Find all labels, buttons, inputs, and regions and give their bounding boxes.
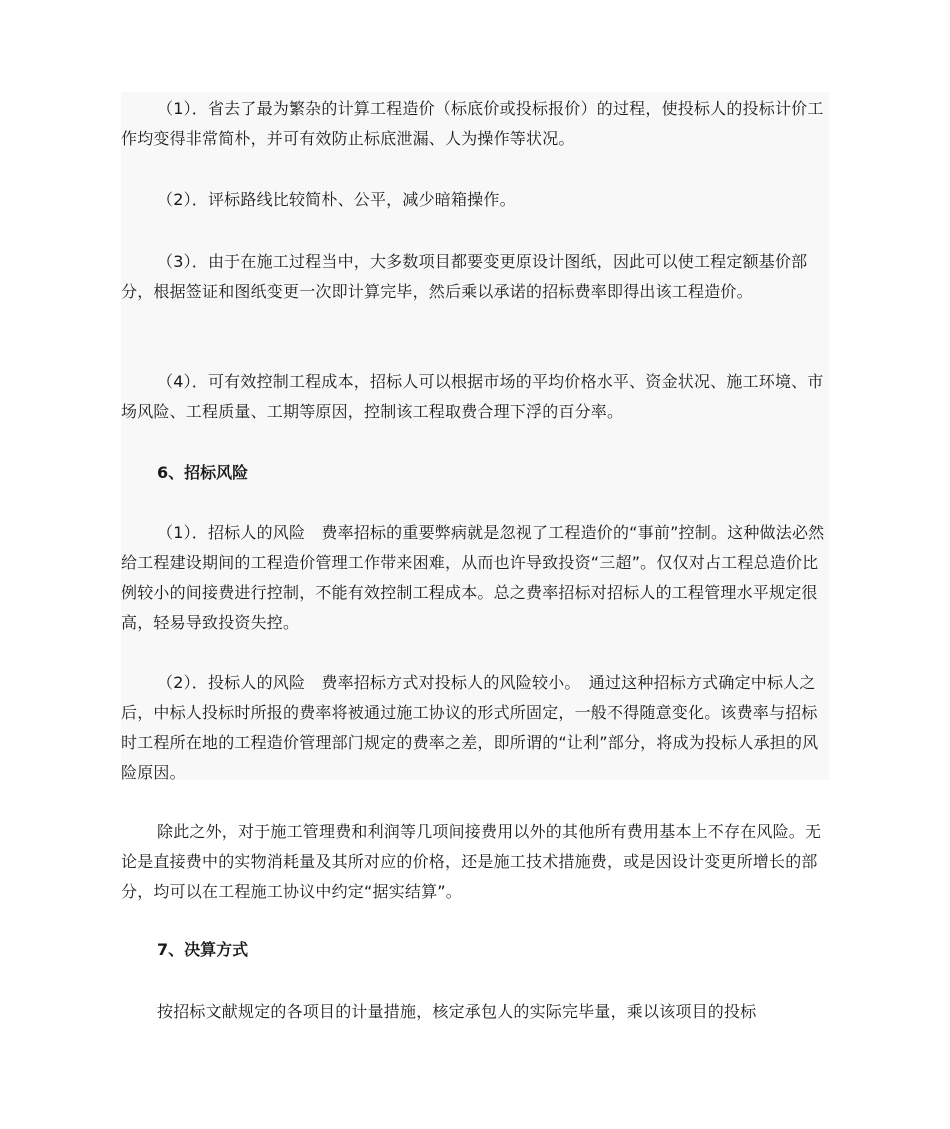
paragraph-other-costs: 除此之外，对于施工管理费和利润等几项间接费用以外的其他所有费用基本上不存在风险。无论是直接费中的实物消耗量及其所对应的价格，还是施工技术措施费，或是因设计变更所增长的部分，均可以在工程施工协议中约定“据实结算”。 xyxy=(121,822,822,901)
paragraph-advantage-1: （1）．省去了最为繁杂的计算工程造价（标底价或投标报价）的过程，使投标人的投标计价工作均变得非常简朴，并可有效防止标底泄漏、人为操作等状况。 xyxy=(121,99,824,148)
paragraph-advantage-4: （4）．可有效控制工程成本，招标人可以根据市场的平均价格水平、资金状况、施工环境、市场风险、工程质量、工期等原因，控制该工程取费合理下浮的百分率。 xyxy=(121,372,824,421)
paragraph-settlement: 按招标文献规定的各项目的计量措施，核定承包人的实际完毕量，乘以该项目的投标 xyxy=(157,1002,757,1021)
paragraph-advantage-2: （2）．评标路线比较简朴、公平，减少暗箱操作。 xyxy=(157,190,516,209)
paragraph-risk-bidder: （2）．投标人的风险 费率招标方式对投标人的风险较小。 通过这种招标方式确定中标人之后，中标人投标时所报的费率将被通过施工协议的形式所固定，一般不得随意变化。该费率与招标时工程所在地的工程造价管理部门规定的费率之差，即所谓的“让利”部分，将成为投标人承担的风险原因。 xyxy=(121,673,819,782)
section-heading-6: 6、招标风险 xyxy=(157,463,249,482)
paragraph-advantage-3: （3）．由于在施工过程当中，大多数项目都要变更原设计图纸，因此可以使工程定额基价部分，根据签证和图纸变更一次即计算完毕，然后乘以承诺的招标费率即得出该工程造价。 xyxy=(121,252,808,301)
paragraph-risk-tenderer: （1）．招标人的风险 费率招标的重要弊病就是忽视了工程造价的“事前”控制。这种做法必然给工程建设期间的工程造价管理工作带来困难，从而也许导致投资“三超”。仅仅对占工程总造价比例较小的间接费进行控制，不能有效控制工程成本。总之费率招标对招标人的工程管理水平规定很高，轻易导致投资失控。 xyxy=(121,523,825,632)
section-heading-7: 7、决算方式 xyxy=(157,940,249,959)
